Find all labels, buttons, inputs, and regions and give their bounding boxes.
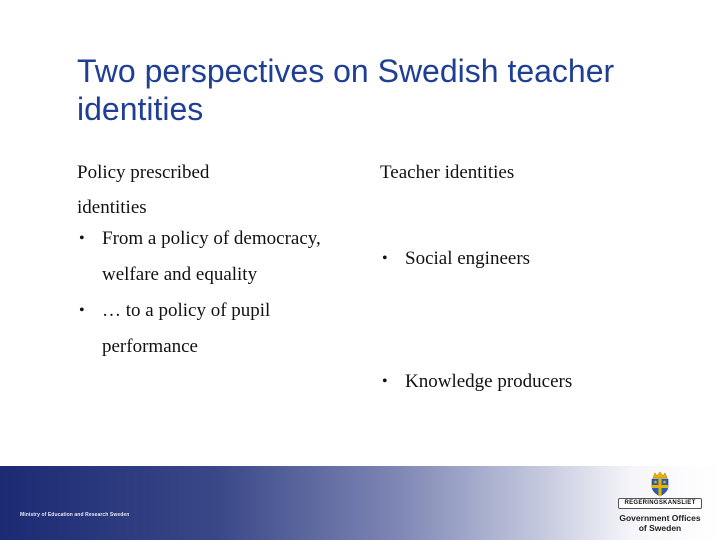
left-bullet-item: • From a policy of democracy, welfare and equality bbox=[77, 221, 367, 293]
right-bullet-list bbox=[380, 241, 700, 400]
left-heading-line-1: Policy prescribed bbox=[77, 162, 210, 183]
logo-banner: REGERINGSKANSLIET bbox=[618, 498, 702, 509]
government-logo bbox=[612, 471, 708, 537]
left-bullet-list bbox=[77, 221, 367, 365]
left-bullet-item: • … to a policy of pupil performance bbox=[77, 293, 367, 365]
logo-line-1: Government Offices bbox=[619, 513, 701, 523]
ministry-footer-text: Ministry of Education and Research Sweden bbox=[20, 512, 130, 518]
left-column bbox=[77, 158, 367, 365]
right-column-heading: Teacher identities bbox=[380, 162, 515, 183]
logo-line-2: of Sweden bbox=[638, 523, 682, 533]
left-column-heading bbox=[77, 158, 367, 221]
right-bullet-item: • Social engineers bbox=[380, 241, 700, 277]
right-column bbox=[380, 158, 700, 400]
right-bullet-item: • Knowledge producers bbox=[380, 364, 700, 400]
crown-crest-icon bbox=[647, 471, 673, 497]
left-heading-line-2: identities bbox=[77, 197, 147, 218]
slide-title: Two perspectives on Swedish teacher identities bbox=[77, 53, 615, 127]
